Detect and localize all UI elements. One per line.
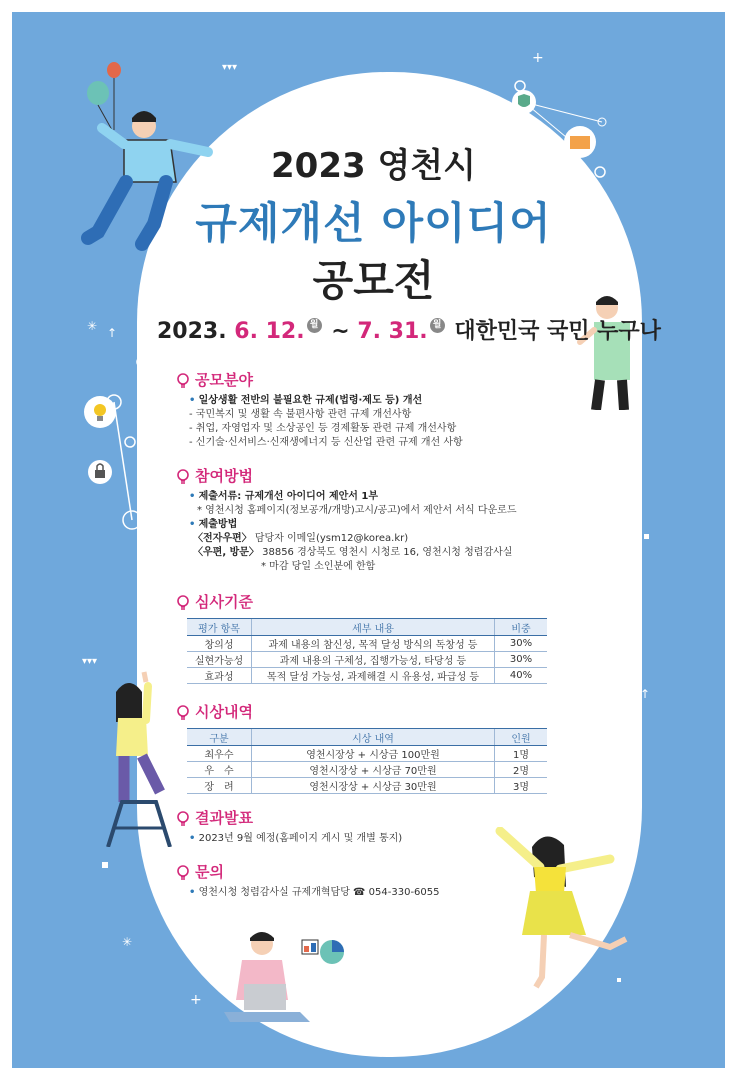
table-row (187, 762, 547, 778)
table-cell: 1명 (495, 746, 548, 762)
field-line: - 취업, 자영업자 및 소상공인 등 경제활동 관련 규제 개선사항 (189, 423, 457, 434)
table-cell: 과제 내용의 참신성, 목적 달성 방식의 독창성 등 (252, 636, 495, 652)
section-title: 참여방법 (195, 467, 253, 485)
svg-text:✳: ✳ (628, 557, 639, 571)
svg-text:▾▾▾: ▾▾▾ (222, 62, 238, 73)
section-title: 공모분야 (195, 371, 253, 389)
table-cell: 창의성 (187, 636, 252, 652)
method-label-post: 〈우편, 방문〉 (193, 547, 259, 558)
table-cell: 3명 (495, 778, 548, 794)
contest-period (157, 314, 661, 345)
table-header: 비중 (495, 619, 548, 636)
method-line: 제출서류: 규제개선 아이디어 제안서 1부 (198, 491, 379, 502)
contact-line: 영천시청 청렴감사실 규제개혁담당 ☎ 054-330-6055 (198, 887, 440, 898)
lightbulb-icon (175, 864, 191, 882)
table-cell: 2명 (495, 762, 548, 778)
section-title: 결과발표 (195, 809, 253, 827)
field-line: - 국민복지 및 생활 속 불편사항 관련 규제 개선사항 (189, 409, 412, 420)
table-row (187, 746, 547, 762)
method-line: * 마감 당일 소인분에 한함 (261, 561, 376, 572)
method-line: 38856 경상북도 영천시 시청로 16, 영천시청 청렴감사실 (262, 547, 513, 558)
section-method: 참여방법 • 제출서류: 규제개선 아이디어 제안서 1부 * 영천시청 홈페이지(정보공개/개방)고시/공고)에서 제안서 서식 다운로드 • 제출방법 〈전자우편〉 담당자 이메일(ysm12@korea.kr) 〈우편, 방문〉 38856 경상북도 영천시 시청로 16, 영천시청 청렴감사실 * 마감 당일 소인분에 한함 (175, 466, 516, 574)
table-cell: 최우수 (187, 746, 252, 762)
result-line: 2023년 9월 예정(홈페이지 게시 및 개별 통지) (198, 833, 403, 844)
table-row (187, 652, 547, 668)
period-start-day: 월 (307, 318, 322, 333)
table-cell: 30% (495, 636, 548, 652)
method-line: 제출방법 (198, 519, 238, 530)
svg-text:✳: ✳ (87, 319, 98, 333)
title-main: 규제개선 아이디어 (195, 199, 552, 249)
lightbulb-icon (175, 468, 191, 486)
table-header: 세부 내용 (252, 619, 495, 636)
svg-text:↑: ↑ (546, 965, 557, 979)
period-start: 6. 12. (234, 319, 305, 344)
table-cell: 우 수 (187, 762, 252, 778)
table-header: 시상 내역 (252, 729, 495, 746)
title-sub: 공모전 (312, 256, 435, 305)
svg-text:↑: ↑ (640, 687, 651, 701)
section-field (175, 370, 463, 450)
table-cell: 영천시장상 + 시상금 100만원 (252, 746, 495, 762)
section-title: 심사기준 (195, 593, 253, 611)
period-end-day: 월 (430, 318, 445, 333)
section-result: 결과발표 • 2023년 9월 예정(홈페이지 게시 및 개별 통지) (175, 808, 402, 846)
period-target: 대한민국 국민 누구나 (454, 319, 661, 344)
section-title: 문의 (195, 863, 224, 881)
lightbulb-icon (175, 594, 191, 612)
period-tilde: ~ (331, 319, 350, 344)
lightbulb-icon (175, 810, 191, 828)
svg-text:✳: ✳ (122, 935, 133, 949)
section-criteria (175, 592, 547, 684)
table-cell: 과제 내용의 구체성, 집행가능성, 타당성 등 (252, 652, 495, 668)
table-header: 평가 항목 (187, 619, 252, 636)
section-title: 시상내역 (195, 703, 253, 721)
lightbulb-icon (175, 372, 191, 390)
table-header: 인원 (495, 729, 548, 746)
section-awards (175, 702, 547, 794)
svg-text:▾▾▾: ▾▾▾ (82, 656, 98, 667)
svg-text:+: + (190, 992, 202, 1008)
method-line: * 영천시청 홈페이지(정보공개/개방)고시/공고)에서 제안서 서식 다운로드 (197, 505, 517, 516)
method-label-email: 〈전자우편〉 (193, 533, 252, 544)
table-cell: 30% (495, 652, 548, 668)
table-cell: 목적 달성 가능성, 과제해결 시 유용성, 파급성 등 (252, 668, 495, 684)
awards-table (187, 728, 547, 794)
table-cell: 영천시장상 + 시상금 30만원 (252, 778, 495, 794)
table-cell: 영천시장상 + 시상금 70만원 (252, 762, 495, 778)
field-line: - 신기술·신서비스·신재생에너지 등 신산업 관련 규제 개선 사항 (189, 437, 463, 448)
table-header-row (187, 619, 547, 636)
table-cell: 장 려 (187, 778, 252, 794)
period-year: 2023. (157, 319, 227, 344)
table-row (187, 668, 547, 684)
table-header: 구분 (187, 729, 252, 746)
table-cell: 40% (495, 668, 548, 684)
section-contact: 문의 • 영천시청 청렴감사실 규제개혁담당 ☎ 054-330-6055 (175, 862, 440, 900)
svg-text:+: + (624, 490, 636, 506)
lightbulb-icon (175, 704, 191, 722)
svg-text:+: + (610, 242, 622, 258)
title-year-city: 2023 영천시 (271, 146, 476, 186)
table-header-row (187, 729, 547, 746)
table-row (187, 778, 547, 794)
period-end: 7. 31. (357, 319, 428, 344)
svg-text:+: + (532, 50, 544, 66)
field-line: 일상생활 전반의 불필요한 규제(법령·제도 등) 개선 (198, 395, 423, 406)
table-cell: 효과성 (187, 668, 252, 684)
svg-text:↑: ↑ (107, 326, 118, 340)
method-line: 담당자 이메일(ysm12@korea.kr) (254, 533, 409, 544)
table-cell: 실현가능성 (187, 652, 252, 668)
criteria-table (187, 618, 547, 684)
bullet-dot: • (189, 395, 196, 406)
svg-text:▾▾▾: ▾▾▾ (626, 596, 642, 607)
table-row (187, 636, 547, 652)
